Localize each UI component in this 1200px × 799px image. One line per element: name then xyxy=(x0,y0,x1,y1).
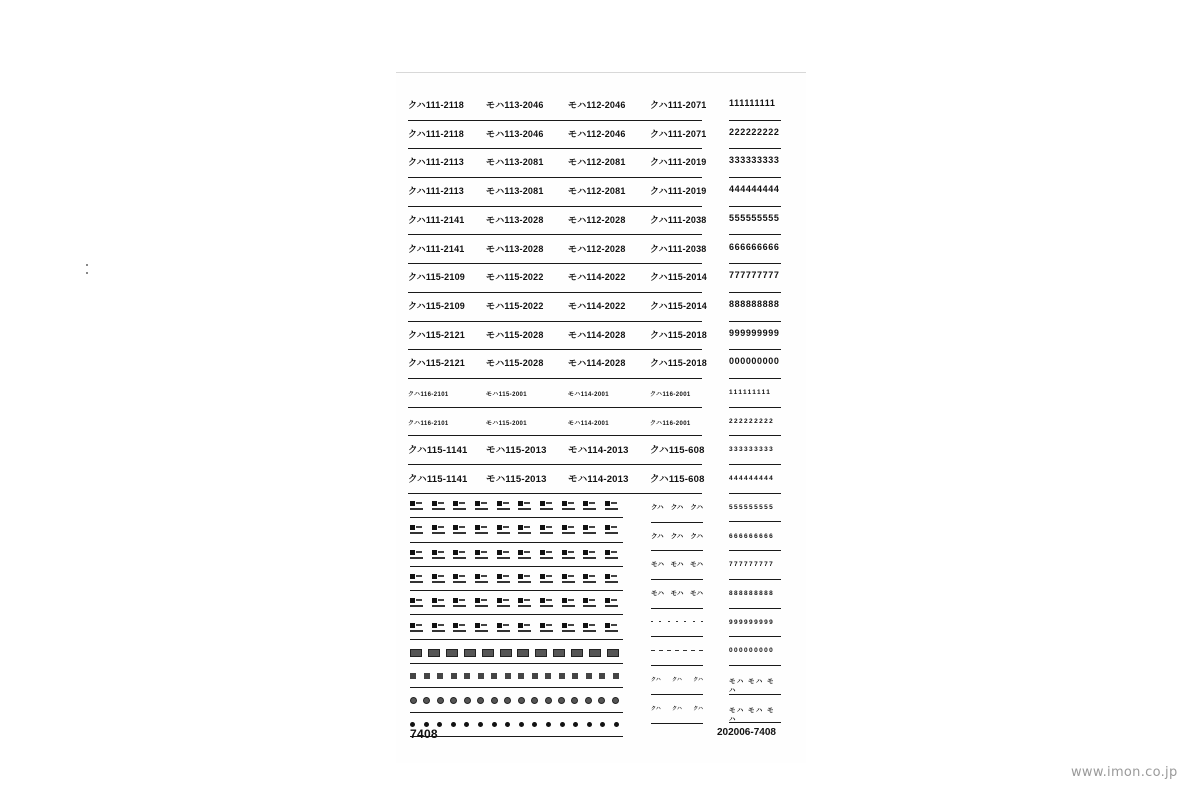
digit-row xyxy=(729,149,781,178)
kana-label: クハ xyxy=(651,677,661,684)
plate-mark-icon xyxy=(605,550,619,560)
car-number: モハ112-2028 xyxy=(568,243,626,254)
icon-row xyxy=(410,543,623,567)
number-row xyxy=(408,207,707,236)
kana-row xyxy=(651,609,703,638)
dot-mark-icon xyxy=(437,722,442,727)
digit-string: 555555555 xyxy=(729,503,775,511)
car-number: クハ111-2038 xyxy=(650,214,707,225)
car-number: クハ115-2014 xyxy=(650,272,707,283)
digit-string: 222222222 xyxy=(729,126,780,137)
circle-mark-icon xyxy=(410,697,417,704)
plate-mark-icon xyxy=(410,550,424,560)
dot-mark-icon xyxy=(532,722,537,727)
plate-mark-icon xyxy=(475,598,489,608)
digit-row xyxy=(729,436,781,465)
digit-string: 888888888 xyxy=(729,589,775,597)
car-number: モハ115-2028 xyxy=(486,329,544,340)
rect-mark-icon xyxy=(446,649,458,657)
digit-string: モハ モハ モハ xyxy=(729,678,775,694)
dot-mark-icon xyxy=(573,722,578,727)
plate-mark-icon xyxy=(432,550,446,560)
plate-mark-icon xyxy=(518,501,532,511)
digit-string: 222222222 xyxy=(729,417,775,425)
rect-mark-icon xyxy=(482,649,494,657)
icon-row xyxy=(410,518,623,542)
dot-mark-icon xyxy=(519,722,524,727)
kana-label: クハ xyxy=(693,705,703,712)
car-number: モハ112-2028 xyxy=(568,214,626,225)
rect-mark-icon xyxy=(607,649,619,657)
car-number: クハ115-1141 xyxy=(408,474,468,486)
digit-string: 777777777 xyxy=(729,561,775,569)
rect-mark-icon xyxy=(410,649,422,657)
digit-row xyxy=(729,465,781,494)
square-mark-icon xyxy=(410,673,416,679)
kana-label: モハ xyxy=(651,590,664,598)
plate-mark-icon xyxy=(540,550,554,560)
car-number: クハ111-2141 xyxy=(408,243,465,254)
car-number: モハ113-2081 xyxy=(486,186,544,197)
number-row xyxy=(408,149,707,178)
plate-mark-icon xyxy=(432,501,446,511)
kana-label: モハ xyxy=(670,590,684,598)
dashes-marks xyxy=(651,650,703,652)
square-mark-icon xyxy=(478,673,484,679)
plate-mark-icon xyxy=(497,598,511,608)
car-number: クハ111-2141 xyxy=(408,214,465,225)
car-number: モハ112-2046 xyxy=(568,128,626,139)
car-number: モハ112-2081 xyxy=(568,186,626,197)
dot-mark-icon xyxy=(546,722,551,727)
digit-string: 777777777 xyxy=(729,270,780,281)
car-number: クハ115-2018 xyxy=(650,329,707,340)
digit-row xyxy=(729,92,781,121)
plate-mark-icon xyxy=(583,574,597,584)
square-mark-icon xyxy=(491,673,497,679)
circle-mark-icon xyxy=(437,697,444,704)
icon-row xyxy=(410,688,623,712)
digit-row xyxy=(729,408,781,437)
kana-label: モハ xyxy=(690,590,703,598)
kana-label: クハ xyxy=(670,532,684,540)
number-row xyxy=(408,236,707,265)
watermark: www.imon.co.jp xyxy=(1071,765,1178,780)
car-number: モハ114-2013 xyxy=(568,474,629,486)
plate-mark-icon xyxy=(410,574,424,584)
plate-mark-icon xyxy=(475,574,489,584)
square-mark-icon xyxy=(464,673,470,679)
rect-mark-icon xyxy=(589,649,601,657)
plate-mark-icon xyxy=(497,501,511,511)
plate-mark-icon xyxy=(518,623,532,633)
digit-row xyxy=(729,666,781,695)
car-number: クハ115-2109 xyxy=(408,300,465,311)
kana-label: モハ xyxy=(670,561,684,569)
car-number: モハ114-2028 xyxy=(568,358,626,369)
plate-mark-icon xyxy=(562,525,576,535)
car-number: モハ115-2022 xyxy=(486,300,544,311)
circle-mark-icon xyxy=(450,697,457,704)
car-number: モハ114-2022 xyxy=(568,300,626,311)
car-number: モハ115-2028 xyxy=(486,358,544,369)
square-mark-icon xyxy=(559,673,565,679)
digit-row xyxy=(729,637,781,666)
dot-mark-icon xyxy=(464,722,469,727)
digit-row xyxy=(729,609,781,638)
car-number: モハ115-2022 xyxy=(486,272,544,283)
circle-mark-icon xyxy=(585,697,592,704)
kana-label: クハ xyxy=(693,677,703,684)
plate-mark-icon xyxy=(410,598,424,608)
number-row xyxy=(408,436,705,465)
digit-row xyxy=(729,695,781,724)
dot-mark-icon xyxy=(451,722,456,727)
number-row xyxy=(408,408,702,437)
car-number: クハ111-2038 xyxy=(650,243,707,254)
icon-row xyxy=(410,567,623,591)
digit-string: 111111111 xyxy=(729,98,776,108)
plate-mark-icon xyxy=(562,598,576,608)
plate-mark-icon xyxy=(453,598,467,608)
dot-mark-icon xyxy=(614,722,619,727)
kana-label: モハ xyxy=(651,561,664,569)
kana-row xyxy=(651,666,703,695)
kana-label: クハ xyxy=(670,504,684,511)
car-number: モハ114-2001 xyxy=(568,392,610,398)
plate-mark-icon xyxy=(410,501,424,511)
car-number: クハ115-608 xyxy=(650,445,705,457)
kana-label: モハ xyxy=(690,561,703,569)
car-number: モハ115-2001 xyxy=(486,392,528,398)
digit-string: 666666666 xyxy=(729,241,780,252)
square-mark-icon xyxy=(437,673,443,679)
car-number: モハ112-2046 xyxy=(568,100,626,110)
kana-row xyxy=(651,695,703,724)
digit-row xyxy=(729,121,781,150)
square-mark-icon xyxy=(599,673,605,679)
digit-string: 444444444 xyxy=(729,475,775,483)
square-mark-icon xyxy=(424,673,430,679)
car-number: クハ111-2113 xyxy=(408,186,465,197)
plate-mark-icon xyxy=(497,623,511,633)
plate-mark-icon xyxy=(432,525,446,535)
square-mark-icon xyxy=(613,673,619,679)
plate-mark-icon xyxy=(540,574,554,584)
plate-mark-icon xyxy=(562,550,576,560)
digit-string: 666666666 xyxy=(729,532,775,540)
plate-mark-icon xyxy=(497,525,511,535)
plate-mark-icon xyxy=(562,623,576,633)
dot-mark-icon xyxy=(560,722,565,727)
plate-mark-icon xyxy=(475,550,489,560)
digit-row xyxy=(729,379,781,408)
square-mark-icon xyxy=(572,673,578,679)
car-number: クハ115-608 xyxy=(650,474,705,486)
dot-mark-icon xyxy=(600,722,605,727)
number-row xyxy=(408,350,707,379)
digit-string: モハ モハ モハ xyxy=(729,706,775,723)
circle-mark-icon xyxy=(571,697,578,704)
car-number: クハ115-2121 xyxy=(408,329,465,340)
circle-mark-icon xyxy=(545,697,552,704)
plate-mark-icon xyxy=(453,525,467,535)
kana-label: クハ xyxy=(690,532,703,540)
digit-string: 999999999 xyxy=(729,618,775,626)
car-number: クハ111-2113 xyxy=(408,157,465,168)
kana-label: クハ xyxy=(690,504,703,511)
kana-row xyxy=(651,551,703,580)
square-mark-icon xyxy=(532,673,538,679)
car-number: モハ115-2013 xyxy=(486,445,547,457)
digit-string: 999999999 xyxy=(729,327,780,338)
plate-mark-icon xyxy=(540,501,554,511)
plate-mark-icon xyxy=(453,574,467,584)
car-number: モハ115-2013 xyxy=(486,474,547,486)
digit-row xyxy=(729,322,781,351)
car-number: クハ115-1141 xyxy=(408,445,468,457)
square-mark-icon xyxy=(545,673,551,679)
icon-row xyxy=(410,591,623,615)
car-number: クハ111-2019 xyxy=(650,186,707,197)
digit-row xyxy=(729,293,781,322)
car-number: モハ114-2001 xyxy=(568,420,610,427)
rect-mark-icon xyxy=(517,649,529,657)
car-number: モハ113-2028 xyxy=(486,243,544,254)
plate-mark-icon xyxy=(518,550,532,560)
car-number: クハ111-2118 xyxy=(408,100,465,110)
icon-row xyxy=(410,713,623,737)
digit-row xyxy=(729,523,781,552)
dot-mark-icon xyxy=(587,722,592,727)
plate-mark-icon xyxy=(475,525,489,535)
plate-mark-icon xyxy=(410,623,424,633)
number-row xyxy=(408,92,707,121)
plate-mark-icon xyxy=(453,550,467,560)
circle-mark-icon xyxy=(598,697,605,704)
plate-mark-icon xyxy=(605,574,619,584)
icon-row xyxy=(410,494,623,518)
car-number: クハ116-2001 xyxy=(650,420,691,427)
kana-row xyxy=(651,494,703,523)
rect-mark-icon xyxy=(464,649,476,657)
digit-string: 111111111 xyxy=(729,389,772,396)
plate-mark-icon xyxy=(605,525,619,535)
dot-mark-icon xyxy=(492,722,497,727)
square-mark-icon xyxy=(451,673,457,679)
number-row xyxy=(408,465,705,494)
product-code: 7408 xyxy=(410,727,438,741)
dot-mark-icon xyxy=(505,722,510,727)
number-row xyxy=(408,178,707,207)
plate-mark-icon xyxy=(453,501,467,511)
car-number: クハ115-2109 xyxy=(408,272,465,283)
plate-mark-icon xyxy=(562,574,576,584)
plate-mark-icon xyxy=(432,574,446,584)
circle-mark-icon xyxy=(464,697,471,704)
icon-row xyxy=(410,616,623,640)
plate-mark-icon xyxy=(453,623,467,633)
car-number: クハ115-2121 xyxy=(408,358,465,369)
plate-mark-icon xyxy=(605,501,619,511)
digit-row xyxy=(729,350,781,379)
car-number: モハ114-2013 xyxy=(568,445,629,457)
car-number: モハ113-2046 xyxy=(486,100,544,110)
plate-mark-icon xyxy=(518,574,532,584)
plate-mark-icon xyxy=(562,501,576,511)
car-number: モハ113-2081 xyxy=(486,157,544,168)
car-number: クハ111-2071 xyxy=(650,128,707,139)
digit-row xyxy=(729,551,781,580)
margin-marks xyxy=(86,264,90,276)
plate-mark-icon xyxy=(540,525,554,535)
car-number: クハ115-2018 xyxy=(650,358,707,369)
digit-string: 888888888 xyxy=(729,298,780,309)
plate-mark-icon xyxy=(497,550,511,560)
kana-label: クハ xyxy=(651,705,661,712)
plate-mark-icon xyxy=(432,623,446,633)
digit-row xyxy=(729,494,781,523)
square-mark-icon xyxy=(518,673,524,679)
plate-mark-icon xyxy=(583,598,597,608)
kana-label: クハ xyxy=(651,532,664,540)
digit-row xyxy=(729,178,781,207)
dot-mark-icon xyxy=(410,722,415,727)
car-number: クハ116-2101 xyxy=(408,420,449,427)
ticks-marks xyxy=(651,621,703,623)
rect-mark-icon xyxy=(500,649,512,657)
circle-mark-icon xyxy=(504,697,511,704)
rect-mark-icon xyxy=(535,649,547,657)
digit-string: 000000000 xyxy=(729,356,780,367)
digit-string: 333333333 xyxy=(729,446,775,454)
plate-mark-icon xyxy=(410,525,424,535)
plate-mark-icon xyxy=(583,525,597,535)
rect-mark-icon xyxy=(553,649,565,657)
car-number: クハ111-2019 xyxy=(650,157,707,168)
kana-label: クハ xyxy=(672,705,682,712)
plate-mark-icon xyxy=(605,598,619,608)
digit-row xyxy=(729,580,781,609)
dot-mark-icon xyxy=(424,722,429,727)
car-number: クハ116-2001 xyxy=(650,392,691,398)
square-mark-icon xyxy=(586,673,592,679)
kana-row xyxy=(651,580,703,609)
car-number: モハ113-2046 xyxy=(486,128,544,139)
rect-mark-icon xyxy=(428,649,440,657)
car-number: モハ112-2081 xyxy=(568,157,626,168)
number-row xyxy=(408,264,707,293)
digit-row xyxy=(729,236,781,265)
rect-mark-icon xyxy=(571,649,583,657)
number-row xyxy=(408,379,702,408)
digit-string: 444444444 xyxy=(729,184,780,195)
plate-mark-icon xyxy=(432,598,446,608)
plate-mark-icon xyxy=(475,623,489,633)
car-number: クハ111-2071 xyxy=(650,100,707,110)
number-row xyxy=(408,121,707,150)
car-number: クハ116-2101 xyxy=(408,392,449,398)
plate-mark-icon xyxy=(540,623,554,633)
plate-mark-icon xyxy=(540,598,554,608)
car-number: モハ115-2001 xyxy=(486,420,528,427)
plate-mark-icon xyxy=(583,550,597,560)
kana-row xyxy=(651,638,703,667)
plate-mark-icon xyxy=(518,525,532,535)
car-number: モハ113-2028 xyxy=(486,214,544,225)
square-mark-icon xyxy=(505,673,511,679)
car-number: クハ115-2014 xyxy=(650,300,707,311)
car-number: モハ114-2028 xyxy=(568,329,626,340)
digit-string: 555555555 xyxy=(729,212,780,223)
digit-row xyxy=(729,207,781,236)
car-number: クハ111-2118 xyxy=(408,128,465,139)
circle-mark-icon xyxy=(491,697,498,704)
digit-row xyxy=(729,264,781,293)
plate-mark-icon xyxy=(497,574,511,584)
number-row xyxy=(408,322,707,351)
icon-row xyxy=(410,664,623,688)
plate-mark-icon xyxy=(583,623,597,633)
digit-string: 000000000 xyxy=(729,647,775,655)
digit-string: 333333333 xyxy=(729,155,780,166)
circle-mark-icon xyxy=(531,697,538,704)
icon-row xyxy=(410,640,623,664)
plate-mark-icon xyxy=(605,623,619,633)
number-row xyxy=(408,293,707,322)
sheet-code: 202006-7408 xyxy=(717,727,776,738)
kana-label: クハ xyxy=(651,504,664,511)
plate-mark-icon xyxy=(583,501,597,511)
kana-row xyxy=(651,523,703,552)
circle-mark-icon xyxy=(423,697,430,704)
circle-mark-icon xyxy=(612,697,619,704)
circle-mark-icon xyxy=(518,697,525,704)
car-number: モハ114-2022 xyxy=(568,272,626,283)
dot-mark-icon xyxy=(478,722,483,727)
kana-label: クハ xyxy=(672,677,682,684)
circle-mark-icon xyxy=(558,697,565,704)
plate-mark-icon xyxy=(475,501,489,511)
plate-mark-icon xyxy=(518,598,532,608)
circle-mark-icon xyxy=(477,697,484,704)
